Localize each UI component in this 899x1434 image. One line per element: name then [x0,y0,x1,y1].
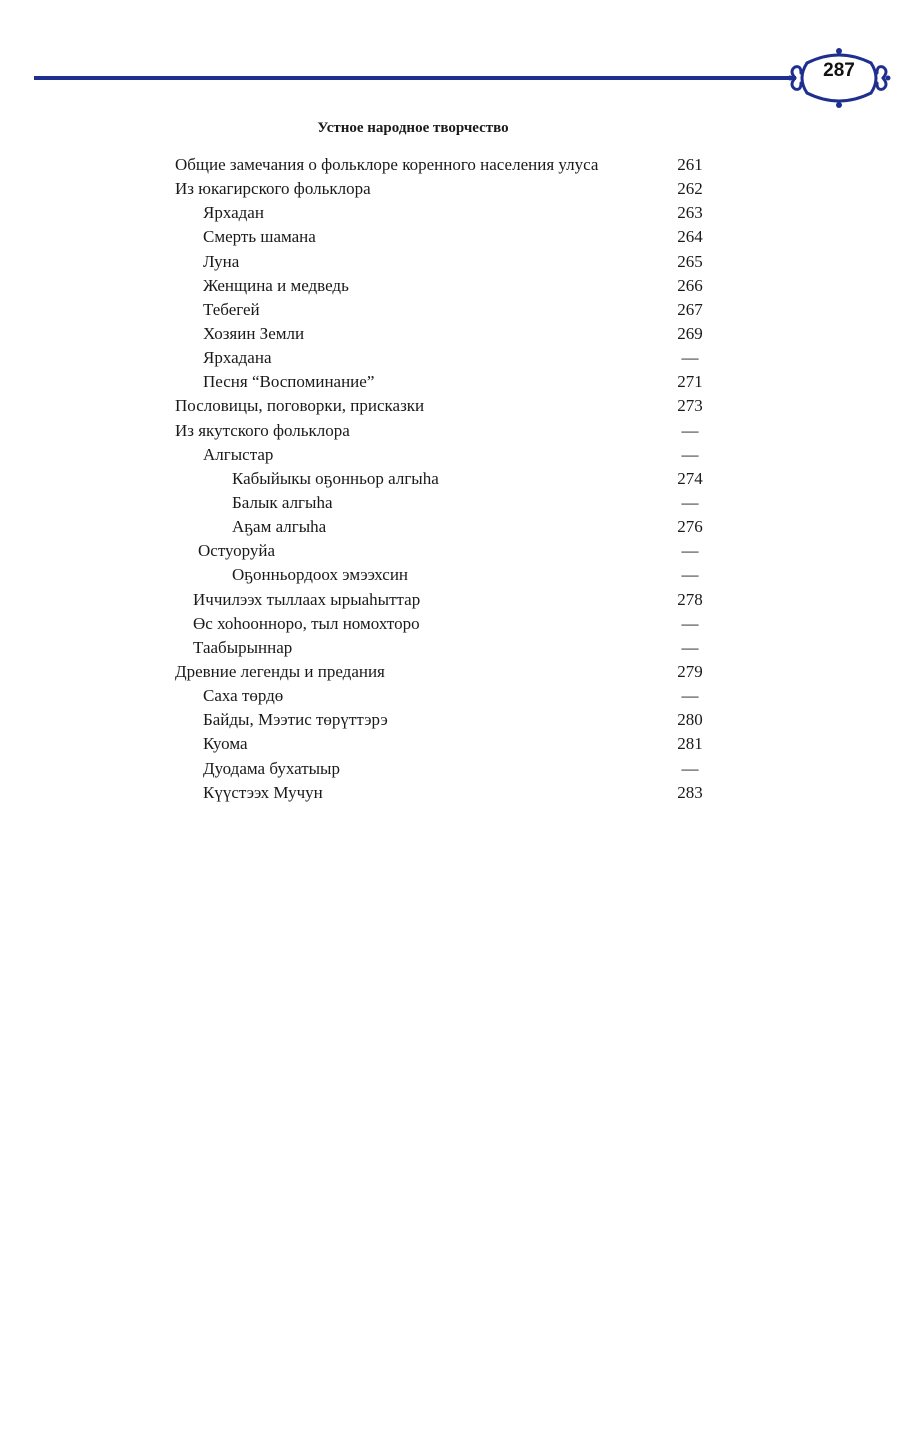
toc-entry-page: — [681,492,699,512]
toc-entry-title: Тебегей [203,299,260,319]
toc-entry [0,732,899,756]
toc-entry [0,539,899,563]
toc-entry-page: 278 [677,589,703,609]
toc-entry-title: Байды, Мээтис төрүттэрэ [203,710,388,730]
toc-entry-title: Смерть шамана [203,227,316,247]
toc-entry [0,443,899,467]
toc-entry-title: Древние легенды и предания [175,661,385,681]
toc-entry-page: — [681,758,699,778]
toc-entry-title: Из якутского фольклора [175,420,350,440]
header-rule [34,76,796,80]
toc-entry [0,684,899,708]
toc-entry [0,588,899,612]
toc-entry-title: Өс хоhооннoро, тыл номохторо [193,613,420,633]
toc-entry [0,346,899,370]
toc-entry [0,225,899,249]
toc-entry [0,370,899,394]
toc-entry-title: Остуоруйа [198,541,276,561]
toc-entry-title: Ярхадана [203,348,272,368]
toc-entry-page: — [681,637,699,657]
toc-entry-title: Куома [203,734,248,754]
table-of-contents [0,153,899,805]
toc-entry-page: 261 [677,155,703,174]
toc-entry-page: — [681,686,699,706]
toc-entry-page: — [681,348,699,368]
toc-entry-title: Пословицы, поговорки, присказки [175,396,425,416]
toc-entry-title: Оҕонньордоох эмээхсин [232,565,409,585]
toc-entry-page: 283 [677,782,703,802]
toc-entry [0,177,899,201]
toc-entry-page: 281 [677,734,703,754]
toc-entry [0,491,899,515]
toc-entry-title: Балык алгыhа [232,492,333,512]
toc-entry [0,322,899,346]
toc-entry-page: 274 [677,468,703,488]
toc-entry-title: Кабыйыкы оҕонньор алгыhа [232,468,439,488]
toc-entry [0,419,899,443]
toc-entry-page: — [681,565,699,585]
toc-entry-page: 279 [677,661,703,681]
toc-entry [0,563,899,587]
toc-entry-title: Саха төрдө [203,686,284,706]
toc-entry [0,250,899,274]
toc-entry [0,515,899,539]
toc-entry [0,612,899,636]
toc-entry-page: 269 [677,323,703,343]
toc-entry [0,201,899,225]
toc-entry [0,274,899,298]
toc-entry-title: Песня “Воспоминание” [203,372,375,392]
toc-entry-page: 273 [677,396,703,416]
toc-entry-page: 266 [677,275,703,295]
toc-entry-title: Алгыстар [203,444,274,464]
toc-entry [0,467,899,491]
toc-entry-page: 264 [677,227,703,247]
toc-entry-page: 263 [677,203,703,223]
toc-entry [0,298,899,322]
toc-entry-page: — [681,613,699,633]
toc-entry-title: Дуодама бухатыыр [203,758,340,778]
toc-entry-page: — [681,420,699,440]
toc-entry-page: 267 [677,299,703,319]
toc-entry-title: Хозяин Земли [203,323,305,343]
toc-entry-page: — [681,541,699,561]
toc-entry-title: Күүстээх Мучун [203,782,323,802]
toc-entry-title: Аҕам алгыhа [232,517,327,537]
toc-entry-title: Из юкагирского фольклора [175,179,371,199]
toc-entry [0,394,899,418]
section-title: Устное народное творчество [317,120,509,136]
toc-entry-page: 265 [677,251,703,271]
toc-entry-title: Таабырыннар [193,637,293,657]
toc-entry-title: Общие замечания о фольклоре коренного населения улуса [175,155,599,174]
toc-entry-page: 276 [677,517,703,537]
toc-entry-title: Ярхадан [203,203,264,223]
page-number: 287 [823,60,855,81]
toc-entry-page: — [681,444,699,464]
toc-entry-title: Женщина и медведь [203,275,349,295]
toc-entry [0,757,899,781]
toc-entry [0,153,899,177]
toc-entry [0,708,899,732]
toc-entry-title: Луна [203,251,240,271]
toc-entry [0,781,899,805]
toc-entry-page: 271 [677,372,703,392]
toc-entry-title: Иччилээх тыллаах ырыаhыттар [193,589,421,609]
toc-entry [0,660,899,684]
toc-entry-page: 262 [677,179,703,199]
toc-entry-page: 280 [677,710,703,730]
toc-entry [0,636,899,660]
